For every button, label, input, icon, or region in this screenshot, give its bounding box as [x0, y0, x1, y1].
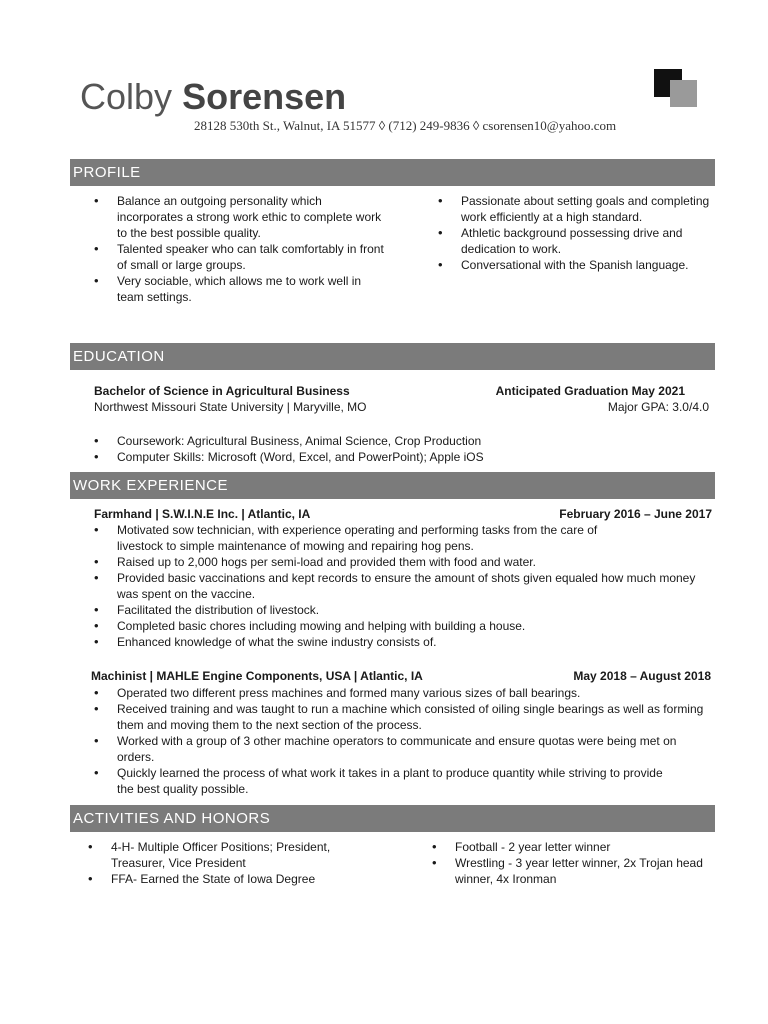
list-item: • Very sociable, which allows me to work well in team settings.	[94, 273, 384, 305]
contact-line: 28128 530th St., Walnut, IA 51577 ◊ (712) 249-9836 ◊ csorensen10@yahoo.com	[194, 118, 617, 133]
activities-list-left	[88, 839, 368, 887]
list-item: • Quickly learned the process of what work it takes in a plant to produce quantity while striving to provide the best quality possible.	[94, 765, 716, 797]
list-item: • Coursework: Agricultural Business, Animal Science, Crop Production	[94, 433, 714, 449]
education-list	[94, 433, 714, 465]
squares-logo-icon	[654, 69, 698, 109]
list-item: • Passionate about setting goals and completing work efficiently at a high standard.	[438, 193, 714, 225]
last-name: Sorensen	[182, 76, 347, 117]
activities-list-right	[432, 839, 712, 887]
section-header-education: EDUCATION	[70, 343, 715, 370]
list-item: • Provided basic vaccinations and kept records to ensure the amount of shots given equaled how much money was spent on the vaccine.	[94, 570, 714, 602]
gray-square-icon	[670, 80, 697, 107]
list-item: • Wrestling - 3 year letter winner, 2x Trojan head winner, 4x Ironman	[432, 855, 712, 887]
list-item: • 4-H- Multiple Officer Positions; President, Treasurer, Vice President	[88, 839, 368, 871]
list-item: • Balance an outgoing personality which incorporates a strong work ethic to complete work to the best possible quality.	[94, 193, 384, 241]
list-item: • Received training and was taught to run a machine which consisted of oiling single bearings as well as forming them and moving them to the next section of the process.	[94, 701, 716, 733]
list-item: • Motivated sow technician, with experience operating and performing tasks from the care of livestock to simple maintenance of mowing and repairing hog pens.	[94, 522, 714, 554]
gpa: Major GPA: 3.0/4.0	[607, 400, 709, 414]
list-item: • Raised up to 2,000 hogs per semi-load and provided them with food and water.	[94, 554, 714, 570]
list-item: • Worked with a group of 3 other machine operators to communicate and ensure quotas were being met on orders.	[94, 733, 716, 765]
profile-list-right	[438, 193, 714, 273]
job-title: Machinist | MAHLE Engine Components, USA | Atlantic, IA	[91, 669, 423, 683]
job-bullets	[94, 685, 716, 797]
list-item: • Facilitated the distribution of livestock.	[94, 602, 714, 618]
first-name: Colby	[80, 76, 173, 117]
job-title: Farmhand | S.W.I.N.E Inc. | Atlantic, IA	[94, 507, 311, 521]
list-item: • Conversational with the Spanish language.	[438, 257, 714, 273]
list-item: • Athletic background possessing drive and dedication to work.	[438, 225, 714, 257]
job-dates: May 2018 – August 2018	[573, 669, 711, 683]
list-item: • Enhanced knowledge of what the swine industry consists of.	[94, 634, 714, 650]
job-dates: February 2016 – June 2017	[559, 507, 712, 521]
job-bullets	[94, 522, 714, 650]
school-name: Northwest Missouri State University | Maryville, MO	[94, 400, 367, 414]
list-item: • Football - 2 year letter winner	[432, 839, 712, 855]
section-header-activities: ACTIVITIES AND HONORS	[70, 805, 715, 832]
candidate-name	[80, 76, 346, 118]
section-header-profile: PROFILE	[70, 159, 715, 186]
degree-title: Bachelor of Science in Agricultural Business	[94, 384, 350, 398]
list-item: • Operated two different press machines and formed many various sizes of ball bearings.	[94, 685, 716, 701]
section-header-work: WORK EXPERIENCE	[70, 472, 715, 499]
list-item: • FFA- Earned the State of Iowa Degree	[88, 871, 368, 887]
list-item: • Talented speaker who can talk comfortably in front of small or large groups.	[94, 241, 384, 273]
graduation-date: Anticipated Graduation May 2021	[495, 384, 685, 398]
profile-list-left	[94, 193, 384, 305]
list-item: • Completed basic chores including mowing and helping with building a house.	[94, 618, 714, 634]
list-item: • Computer Skills: Microsoft (Word, Excel, and PowerPoint); Apple iOS	[94, 449, 714, 465]
